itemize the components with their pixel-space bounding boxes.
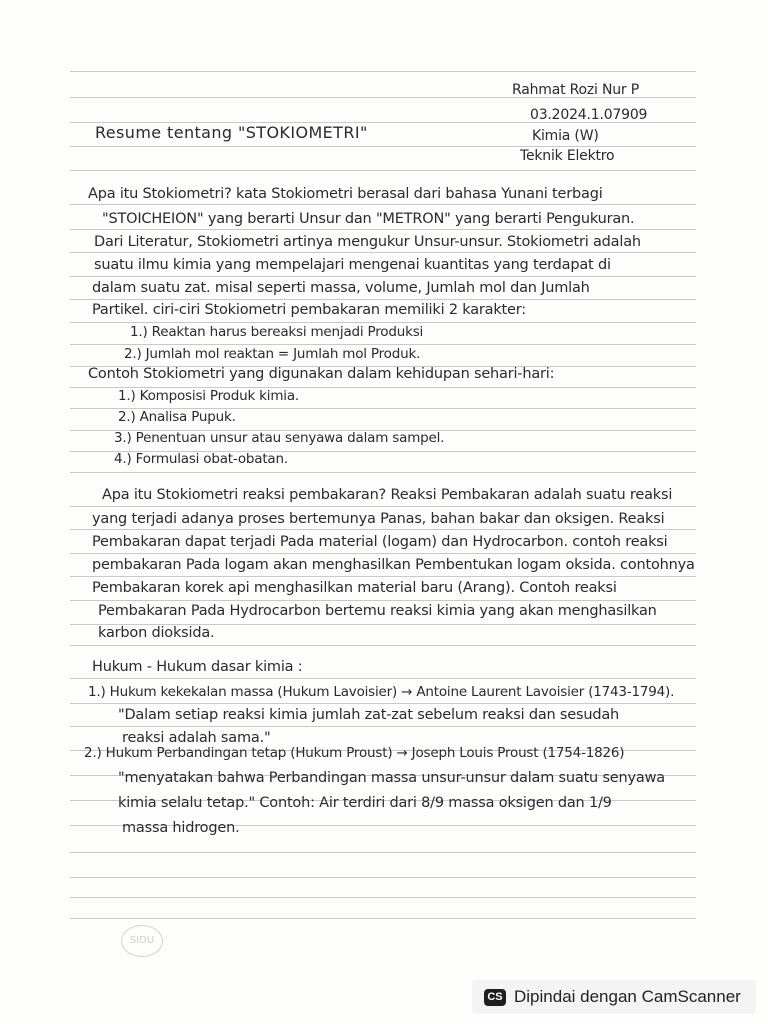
- ruled-line: [70, 299, 696, 300]
- paragraph-line: Pembakaran korek api menghasilkan material baru (Arang). Contoh reaksi: [92, 580, 617, 596]
- paragraph-line: Apa itu Stokiometri reaksi pembakaran? Reaksi Pembakaran adalah suatu reaksi: [102, 487, 673, 503]
- paragraph-line: suatu ilmu kimia yang mempelajari mengenai kuantitas yang terdapat di: [94, 257, 611, 273]
- ruled-line: [70, 71, 696, 72]
- page-title: Resume tentang "STOKIOMETRI": [95, 123, 368, 142]
- ruled-line: [70, 229, 696, 230]
- ruled-line: [70, 529, 696, 530]
- paragraph-line: karbon dioksida.: [98, 625, 215, 641]
- paragraph-line: yang terjadi adanya proses bertemunya Panas, bahan bakar dan oksigen. Reaksi: [92, 511, 665, 527]
- ruled-line: [70, 600, 696, 601]
- ruled-line: [70, 553, 696, 554]
- paragraph-line: Pembakaran dapat terjadi Pada material (logam) dan Hydrocarbon. contoh reaksi: [92, 534, 668, 550]
- list-item: 1.) Reaktan harus bereaksi menjadi Produksi: [130, 324, 424, 340]
- law-title: 1.) Hukum kekekalan massa (Hukum Lavoisier) → Antoine Laurent Lavoisier (1743-1794).: [88, 684, 675, 700]
- ruled-line: [70, 276, 696, 277]
- ruled-line: [70, 146, 696, 147]
- ruled-line: [70, 852, 696, 853]
- ruled-line: [70, 726, 696, 727]
- paragraph-line: Apa itu Stokiometri? kata Stokiometri berasal dari bahasa Yunani terbagi: [88, 186, 603, 202]
- paragraph-line: Partikel. ciri-ciri Stokiometri pembakaran memiliki 2 karakter:: [92, 302, 526, 318]
- ruled-line: [70, 576, 696, 577]
- law-quote-line: massa hidrogen.: [122, 820, 240, 836]
- ruled-line: [70, 877, 696, 878]
- ruled-line: [70, 897, 696, 898]
- ruled-line: [70, 344, 696, 345]
- paragraph-line: pembakaran Pada logam akan menghasilkan Pembentukan logam oksida. contohnya: [92, 557, 695, 573]
- paragraph-line: Contoh Stokiometri yang digunakan dalam kehidupan sehari-hari:: [88, 366, 555, 382]
- ruled-line: [70, 472, 696, 473]
- list-item: 1.) Komposisi Produk kimia.: [118, 388, 300, 404]
- law-title: 2.) Hukum Perbandingan tetap (Hukum Proust) → Joseph Louis Proust (1754-1826): [84, 745, 625, 761]
- camscanner-logo-icon: CS: [484, 989, 506, 1006]
- ruled-line: [70, 322, 696, 323]
- student-name: Rahmat Rozi Nur P: [512, 82, 639, 98]
- law-quote-line: kimia selalu tetap." Contoh: Air terdiri dari 8/9 massa oksigen dan 1/9: [118, 795, 612, 811]
- notebook-stamp: SIDU: [121, 925, 163, 957]
- paragraph-line: Dari Literatur, Stokiometri artinya mengukur Unsur-unsur. Stokiometri adalah: [94, 234, 641, 250]
- ruled-line: [70, 170, 696, 171]
- ruled-line: [70, 678, 696, 679]
- paragraph-line: dalam suatu zat. misal seperti massa, volume, Jumlah mol dan Jumlah: [92, 280, 590, 296]
- list-item: 3.) Penentuan unsur atau senyawa dalam sampel.: [114, 430, 445, 446]
- law-quote-line: "Dalam setiap reaksi kimia jumlah zat-zat sebelum reaksi dan sesudah: [118, 707, 620, 723]
- list-item: 2.) Analisa Pupuk.: [118, 409, 236, 425]
- ruled-line: [70, 506, 696, 507]
- paragraph-line: "STOICHEION" yang berarti Unsur dan "METRON" yang berarti Pengukuran.: [102, 211, 635, 227]
- law-quote-line: reaksi adalah sama.": [122, 730, 271, 746]
- department-name: Teknik Elektro: [520, 148, 615, 164]
- ruled-line: [70, 703, 696, 704]
- ruled-line: [70, 645, 696, 646]
- ruled-line: [70, 918, 696, 919]
- section-heading: Hukum - Hukum dasar kimia :: [92, 659, 303, 675]
- camscanner-badge: [472, 980, 756, 1014]
- law-quote-line: "menyatakan bahwa Perbandingan massa unsur-unsur dalam suatu senyawa: [118, 770, 665, 786]
- list-item: 4.) Formulasi obat-obatan.: [114, 451, 288, 467]
- list-item: 2.) Jumlah mol reaktan = Jumlah mol Produk.: [124, 346, 421, 362]
- course-name: Kimia (W): [532, 128, 599, 144]
- camscanner-text: Dipindai dengan CamScanner: [514, 987, 741, 1006]
- ruled-line: [70, 252, 696, 253]
- ruled-line: [70, 204, 696, 205]
- student-id: 03.2024.1.07909: [530, 107, 648, 123]
- paragraph-line: Pembakaran Pada Hydrocarbon bertemu reaksi kimia yang akan menghasilkan: [98, 603, 657, 619]
